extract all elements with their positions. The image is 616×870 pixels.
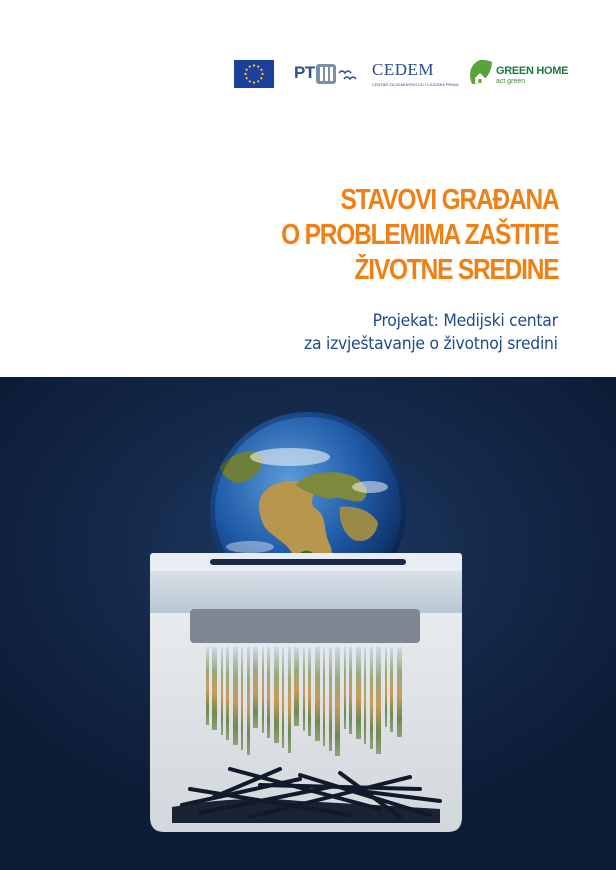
paper-strip	[376, 647, 381, 754]
green-home-title: GREEN HOME	[496, 65, 569, 77]
pt-logo-text: PT	[294, 63, 315, 82]
paper-strip	[356, 647, 361, 739]
partner-logos	[230, 56, 570, 92]
green-home-tagline: act green	[496, 78, 526, 85]
paper-strip	[344, 647, 346, 729]
cedem-logo-text: CEDEM	[372, 60, 434, 79]
paper-strip	[303, 647, 305, 731]
paper-strip	[329, 647, 332, 751]
cedem-logo	[372, 58, 459, 90]
paper-strip	[294, 647, 299, 726]
cover-illustration	[0, 377, 616, 870]
paper-strip	[253, 647, 258, 728]
pt-logo	[294, 60, 358, 88]
paper-strip	[267, 647, 270, 738]
cover-top	[0, 0, 616, 377]
paper-shredder-icon	[150, 553, 462, 832]
paper-strip	[274, 647, 279, 743]
green-home-logo	[466, 58, 569, 90]
paper-strip	[390, 647, 393, 732]
eu-flag-logo	[234, 60, 274, 88]
pt-emblem-icon	[316, 63, 358, 85]
project-subtitle	[282, 310, 558, 356]
paper-strip	[308, 647, 311, 736]
document-title	[236, 183, 558, 288]
paper-strip	[335, 647, 340, 756]
paper-strip	[323, 647, 325, 746]
title-line-1: STAVOVI GRAĐANA	[340, 184, 558, 216]
paper-strip	[315, 647, 320, 741]
eu-stars-icon	[234, 60, 274, 88]
paper-strip	[288, 647, 291, 753]
paper-strip	[282, 647, 284, 748]
leaf-house-icon	[466, 58, 494, 86]
subtitle-line-1: Projekat: Medijski centar	[372, 311, 558, 331]
paper-strip	[241, 647, 243, 750]
paper-strip	[212, 647, 217, 730]
paper-strip	[226, 647, 229, 740]
cedem-logo-subtext: CENTAR ZA DEMOKRATIJU I LJUDSKA PRAVA	[372, 82, 459, 87]
paper-strip	[262, 647, 264, 733]
paper-strip	[385, 647, 387, 727]
paper-strip	[206, 647, 209, 725]
paper-strip	[233, 647, 238, 745]
paper-strip	[364, 647, 366, 744]
paper-strip	[397, 647, 402, 737]
paper-strip	[247, 647, 250, 755]
paper-strip	[349, 647, 352, 734]
title-line-2: O PROBLEMIMA ZAŠTITE	[280, 219, 558, 251]
paper-strip	[370, 647, 373, 749]
paper-strip	[221, 647, 223, 735]
subtitle-line-2: za izvještavanje o životnoj sredini	[304, 334, 558, 354]
title-line-3: ŽIVOTNE SREDINE	[354, 254, 558, 286]
